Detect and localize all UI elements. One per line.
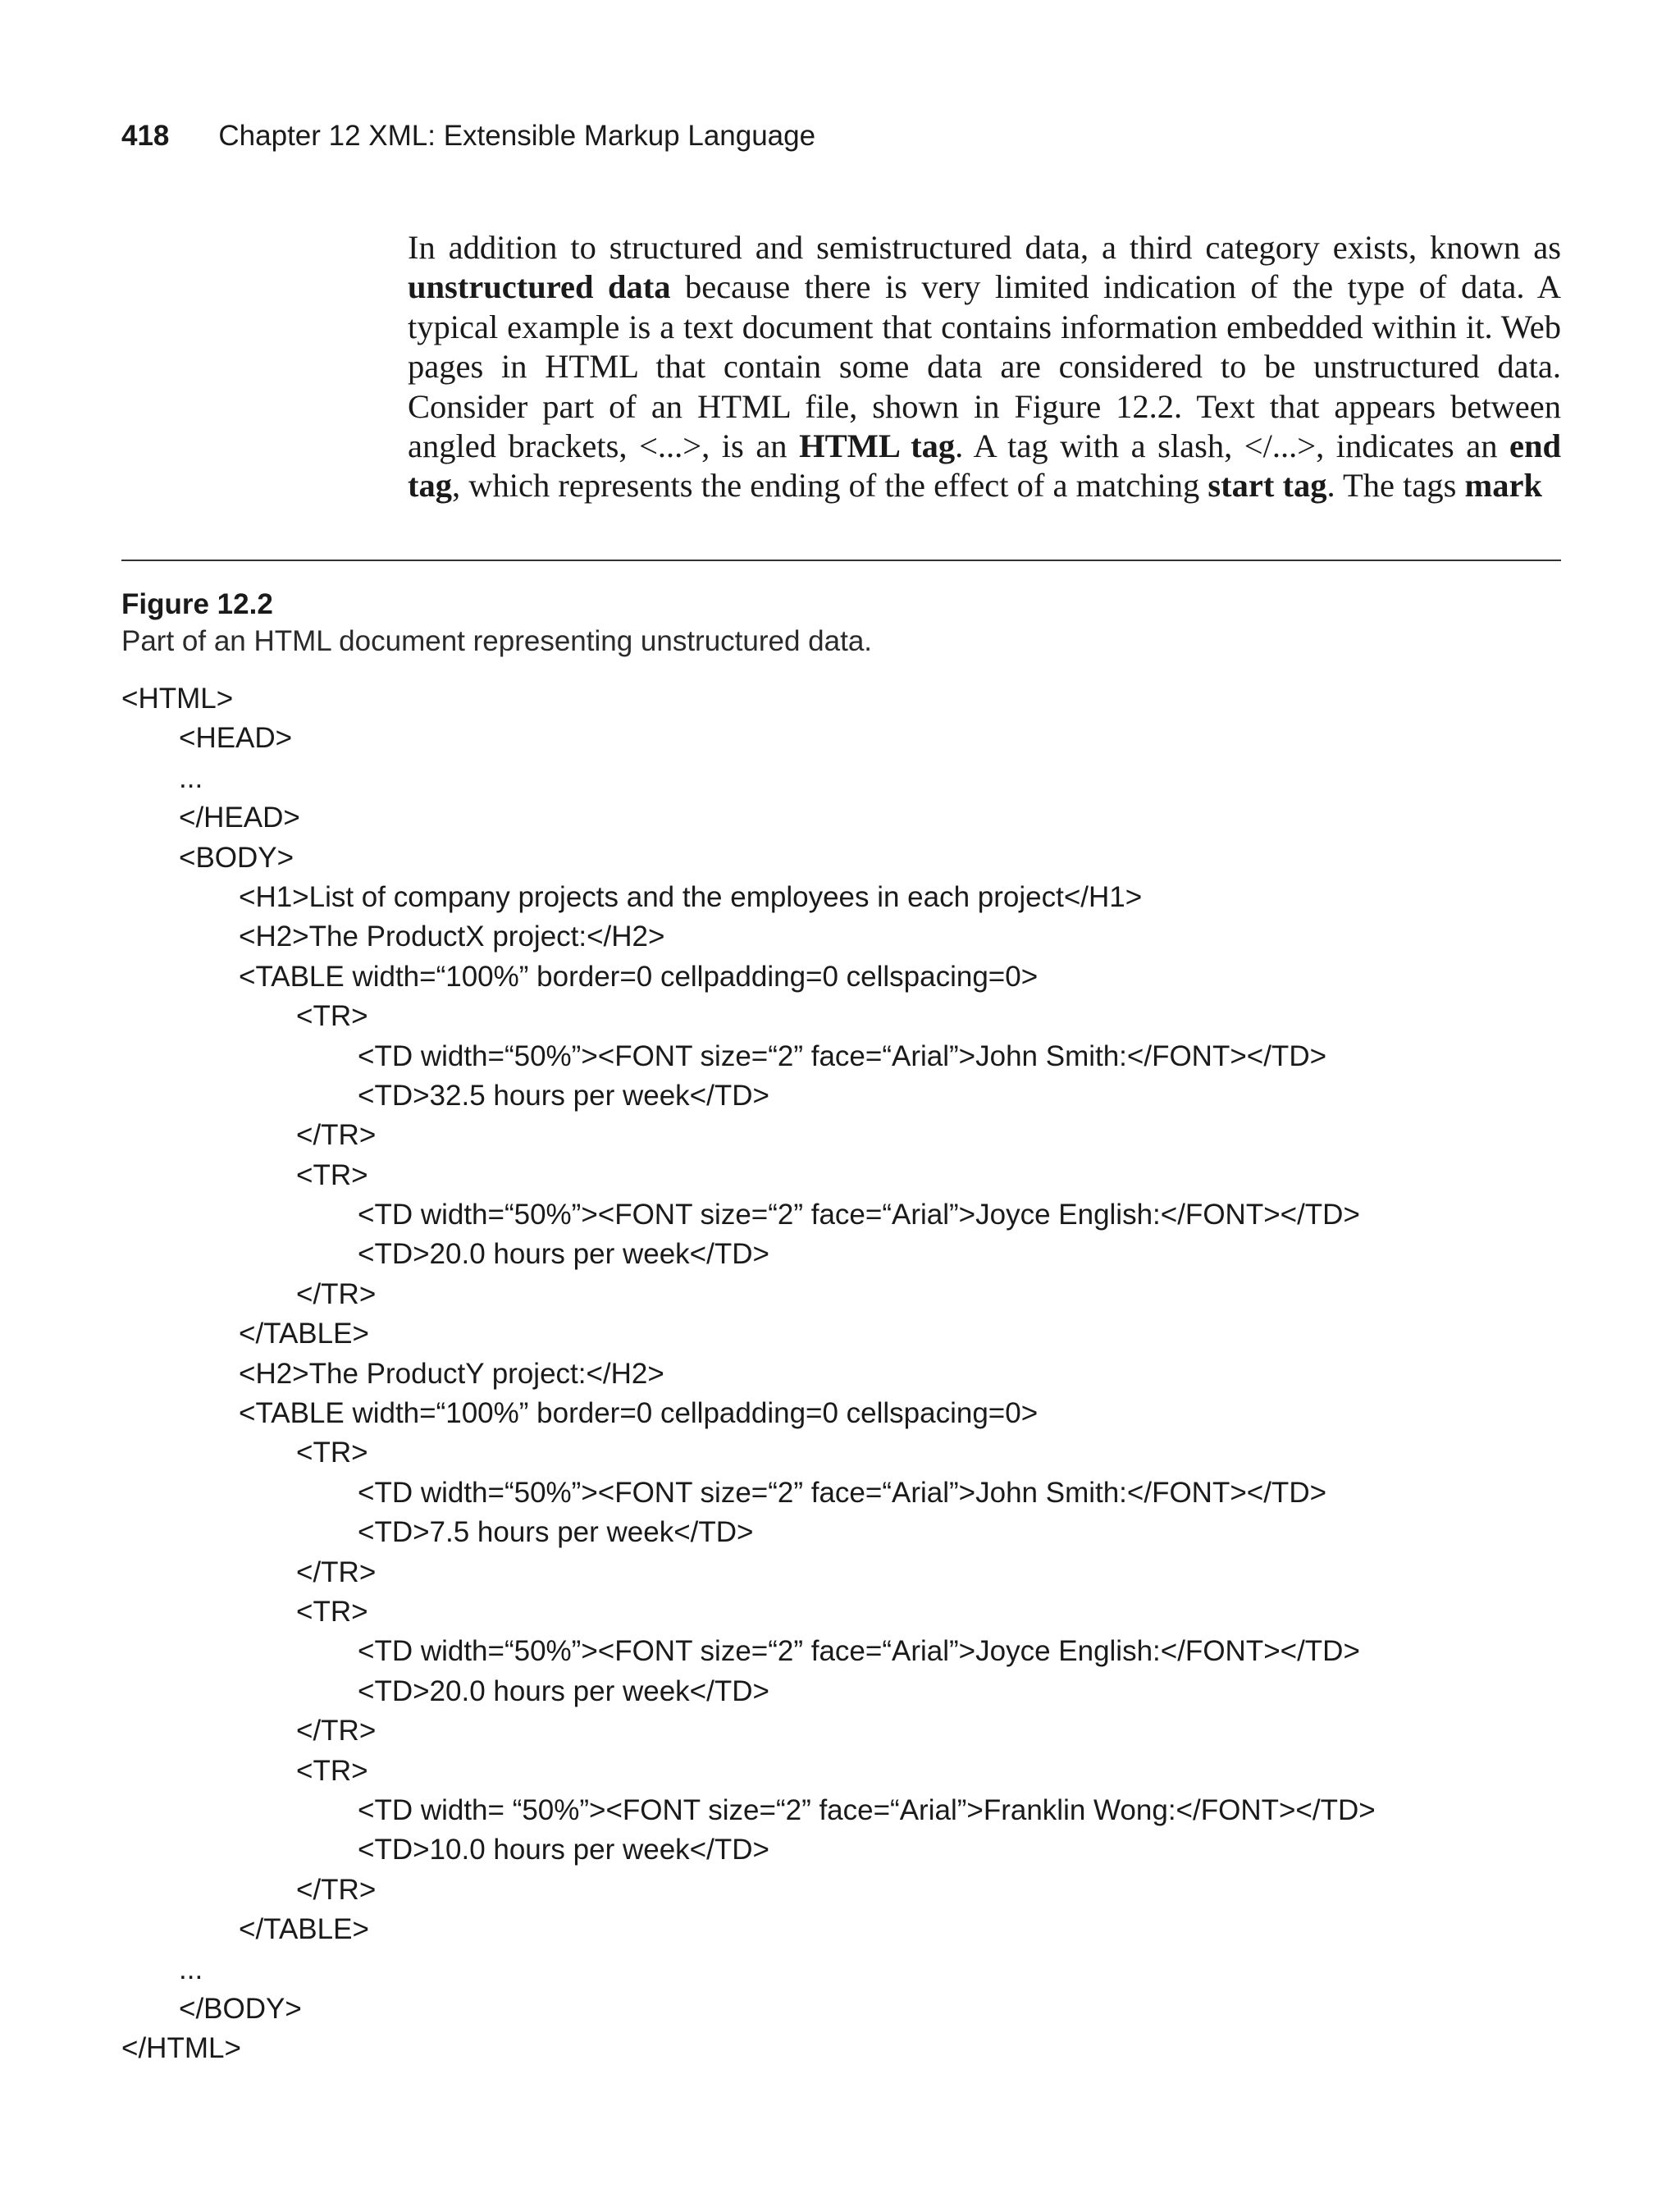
code-line: <TR> <box>296 1595 368 1628</box>
paragraph-text: . The tags <box>1326 467 1465 505</box>
code-line: </HEAD> <box>179 802 300 834</box>
term-end-tag: end tag <box>408 427 1561 505</box>
code-listing <box>121 679 1376 2069</box>
code-line: <TD width=“50%”><FONT size=“2” face=“Arial”>John Smith:</FONT></TD> <box>358 1039 1327 1072</box>
code-line: <TD>32.5 hours per week</TD> <box>358 1079 769 1112</box>
code-line: ... <box>179 1953 203 1985</box>
code-line: <TR> <box>296 1437 368 1469</box>
paragraph-text: , which represents the ending of the effect of a matching <box>452 467 1208 505</box>
code-line: <TR> <box>296 1754 368 1787</box>
code-line: <TD>20.0 hours per week</TD> <box>358 1674 769 1707</box>
code-line: <TD>20.0 hours per week</TD> <box>358 1238 769 1271</box>
code-line: </TR> <box>296 1119 377 1152</box>
paragraph-text: . A tag with a slash, </...>, indicates an <box>955 427 1509 465</box>
page-header <box>121 116 815 156</box>
code-line: </TABLE> <box>239 1913 369 1946</box>
page-number: 418 <box>121 120 170 152</box>
code-line: <BODY> <box>179 841 294 874</box>
code-line: </TR> <box>296 1556 377 1588</box>
paragraph-text: In addition to structured and semistructured data, a third category exists, known as <box>408 229 1561 266</box>
code-line: </TR> <box>296 1715 377 1747</box>
code-line: <TD width=“50%”><FONT size=“2” face=“Arial”>John Smith:</FONT></TD> <box>358 1476 1327 1509</box>
code-line: <TR> <box>296 1000 368 1033</box>
code-line: <H2>The ProductY project:</H2> <box>239 1357 664 1390</box>
term-unstructured-data: unstructured data <box>408 268 671 306</box>
code-line: </TABLE> <box>239 1318 369 1350</box>
code-line: <TABLE width=“100%” border=0 cellpadding=0 cellspacing=0> <box>239 1397 1039 1430</box>
code-line: <TABLE width=“100%” border=0 cellpadding=0 cellspacing=0> <box>239 960 1039 993</box>
term-mark: mark <box>1464 467 1542 505</box>
code-line: <TD width=“50%”><FONT size=“2” face=“Arial”>Joyce English:</FONT></TD> <box>358 1199 1360 1231</box>
code-line: <TD>10.0 hours per week</TD> <box>358 1834 769 1866</box>
code-line: <TD width= “50%”><FONT size=“2” face=“Arial”>Franklin Wong:</FONT></TD> <box>358 1793 1376 1826</box>
figure-label: Figure 12.2 <box>121 588 273 620</box>
code-line: <HEAD> <box>179 722 293 755</box>
code-line: </TR> <box>296 1277 377 1310</box>
code-line: <H1>List of company projects and the employees in each project</H1> <box>239 880 1143 913</box>
code-line: </BODY> <box>179 1992 302 2025</box>
figure-caption: Part of an HTML document representing unstructured data. <box>121 625 873 657</box>
code-line: </HTML> <box>121 2032 241 2065</box>
term-html-tag: HTML tag <box>799 427 956 465</box>
code-line: ... <box>179 761 203 794</box>
code-line: <TR> <box>296 1158 368 1191</box>
code-line: </TR> <box>296 1873 377 1906</box>
code-line: <HTML> <box>121 683 234 715</box>
code-line: <TD width=“50%”><FONT size=“2” face=“Arial”>Joyce English:</FONT></TD> <box>358 1635 1360 1668</box>
figure-divider <box>121 560 1561 561</box>
body-paragraph <box>408 228 1561 506</box>
code-line: <H2>The ProductX project:</H2> <box>239 921 665 953</box>
term-start-tag: start tag <box>1208 467 1327 505</box>
code-line: <TD>7.5 hours per week</TD> <box>358 1516 754 1549</box>
paragraph-text: because there is very limited indication of the type of data. A typical example is a text document that contains information embedded within it. Web pages in HTML that contain some data are considered to be unstructured data. Consider part of an HTML file, shown in Figure 12.2. Text that appears between angled brackets, <...>, is an <box>408 268 1561 465</box>
running-head: Chapter 12 XML: Extensible Markup Language <box>218 120 816 152</box>
